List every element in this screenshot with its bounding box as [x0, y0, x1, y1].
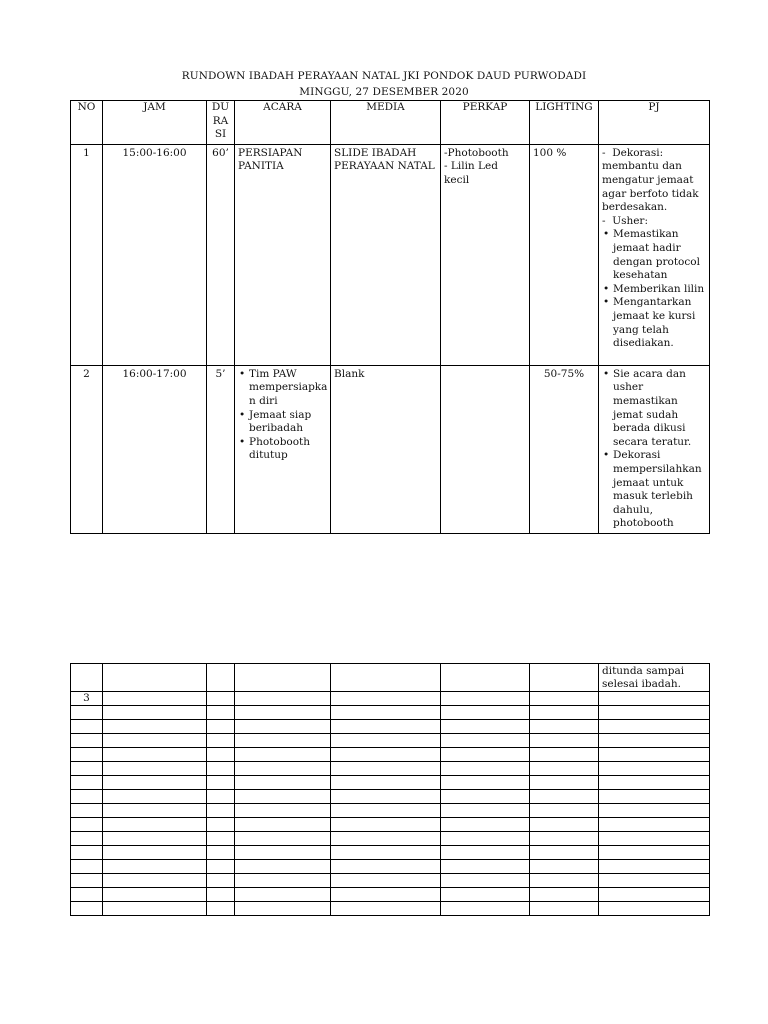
pj-usher-label: - Usher: — [602, 214, 648, 227]
table-row — [71, 902, 710, 916]
document-date: MINGGU, 27 DESEMBER 2020 — [299, 86, 469, 98]
document-title: RUNDOWN IBADAH PERAYAAN NATAL JKI PONDOK DAUD PURWODADI — [181, 70, 587, 82]
table-row — [71, 692, 710, 706]
table-row — [71, 706, 710, 720]
row2-perkap — [441, 365, 530, 533]
row2-no: 2 — [71, 365, 103, 533]
pj-dekorasi-text: membantu dan mengatur jemaat agar berfoto tidak berdesakan. — [602, 160, 699, 214]
list-item: • Photobooth ditutup — [238, 436, 327, 463]
list-item: • Mengantarkan jemaat ke kursi yang telah disediakan. — [602, 296, 706, 350]
list-item: • Dekorasi mempersilahkan jemaat untuk masuk terlebih dahulu, photobooth — [602, 449, 706, 531]
table-row — [71, 748, 710, 762]
table-row — [71, 720, 710, 734]
row2-lighting: 50-75% — [530, 365, 599, 533]
row1-lighting: 100 % — [530, 144, 599, 365]
table-row — [71, 790, 710, 804]
header-jam: JAM — [103, 101, 207, 145]
rundown-table-continued — [70, 663, 710, 916]
table-row — [71, 832, 710, 846]
header-durasi: DU RA SI — [207, 101, 235, 145]
row1-jam: 15:00-16:00 — [103, 144, 207, 365]
row3-no: 3 — [71, 692, 103, 706]
row1-perkap: -Photobooth - Lilin Led kecil — [441, 144, 530, 365]
table-row — [71, 365, 710, 533]
pj-usher-list — [602, 228, 706, 350]
list-item: • Memberikan lilin — [602, 283, 706, 297]
header-acara: ACARA — [235, 101, 331, 145]
header-row — [71, 101, 710, 145]
row1-media: SLIDE IBADAH PERAYAAN NATAL — [331, 144, 441, 365]
header-lighting: LIGHTING — [530, 101, 599, 145]
table-row — [71, 860, 710, 874]
row2-jam: 16:00-17:00 — [103, 365, 207, 533]
list-item: • Jemaat siap beribadah — [238, 409, 327, 436]
list-item: • Sie acara dan usher memastikan jemat sudah berada dikusi secara teratur. — [602, 368, 706, 450]
row2-durasi: 5’ — [207, 365, 235, 533]
pj-list — [602, 368, 706, 531]
header-pj: PJ — [599, 101, 710, 145]
row2-acara — [235, 365, 331, 533]
table-row — [71, 874, 710, 888]
list-item: • Memastikan jemaat hadir dengan protocol kesehatan — [602, 228, 706, 282]
table-row — [71, 888, 710, 902]
table-row — [71, 734, 710, 748]
row2-media: Blank — [331, 365, 441, 533]
list-item: • Tim PAW mempersiapka n diri — [238, 368, 327, 409]
row1-pj — [599, 144, 710, 365]
table-row — [71, 818, 710, 832]
table-row — [71, 776, 710, 790]
row1-no: 1 — [71, 144, 103, 365]
acara-list — [238, 368, 327, 463]
row2-pj — [599, 365, 710, 533]
header-no: NO — [71, 101, 103, 145]
table-row — [71, 804, 710, 818]
rundown-table — [70, 100, 710, 534]
row1-acara: PERSIAPAN PANITIA — [235, 144, 331, 365]
table-row — [71, 664, 710, 692]
pj-dekorasi-label: - Dekorasi: — [602, 146, 664, 159]
table-row — [71, 846, 710, 860]
row1-durasi: 60’ — [207, 144, 235, 365]
table-row — [71, 762, 710, 776]
table-row — [71, 144, 710, 365]
header-perkap: PERKAP — [441, 101, 530, 145]
pj-continuation: ditunda sampai selesai ibadah. — [599, 664, 710, 692]
header-media: MEDIA — [331, 101, 441, 145]
